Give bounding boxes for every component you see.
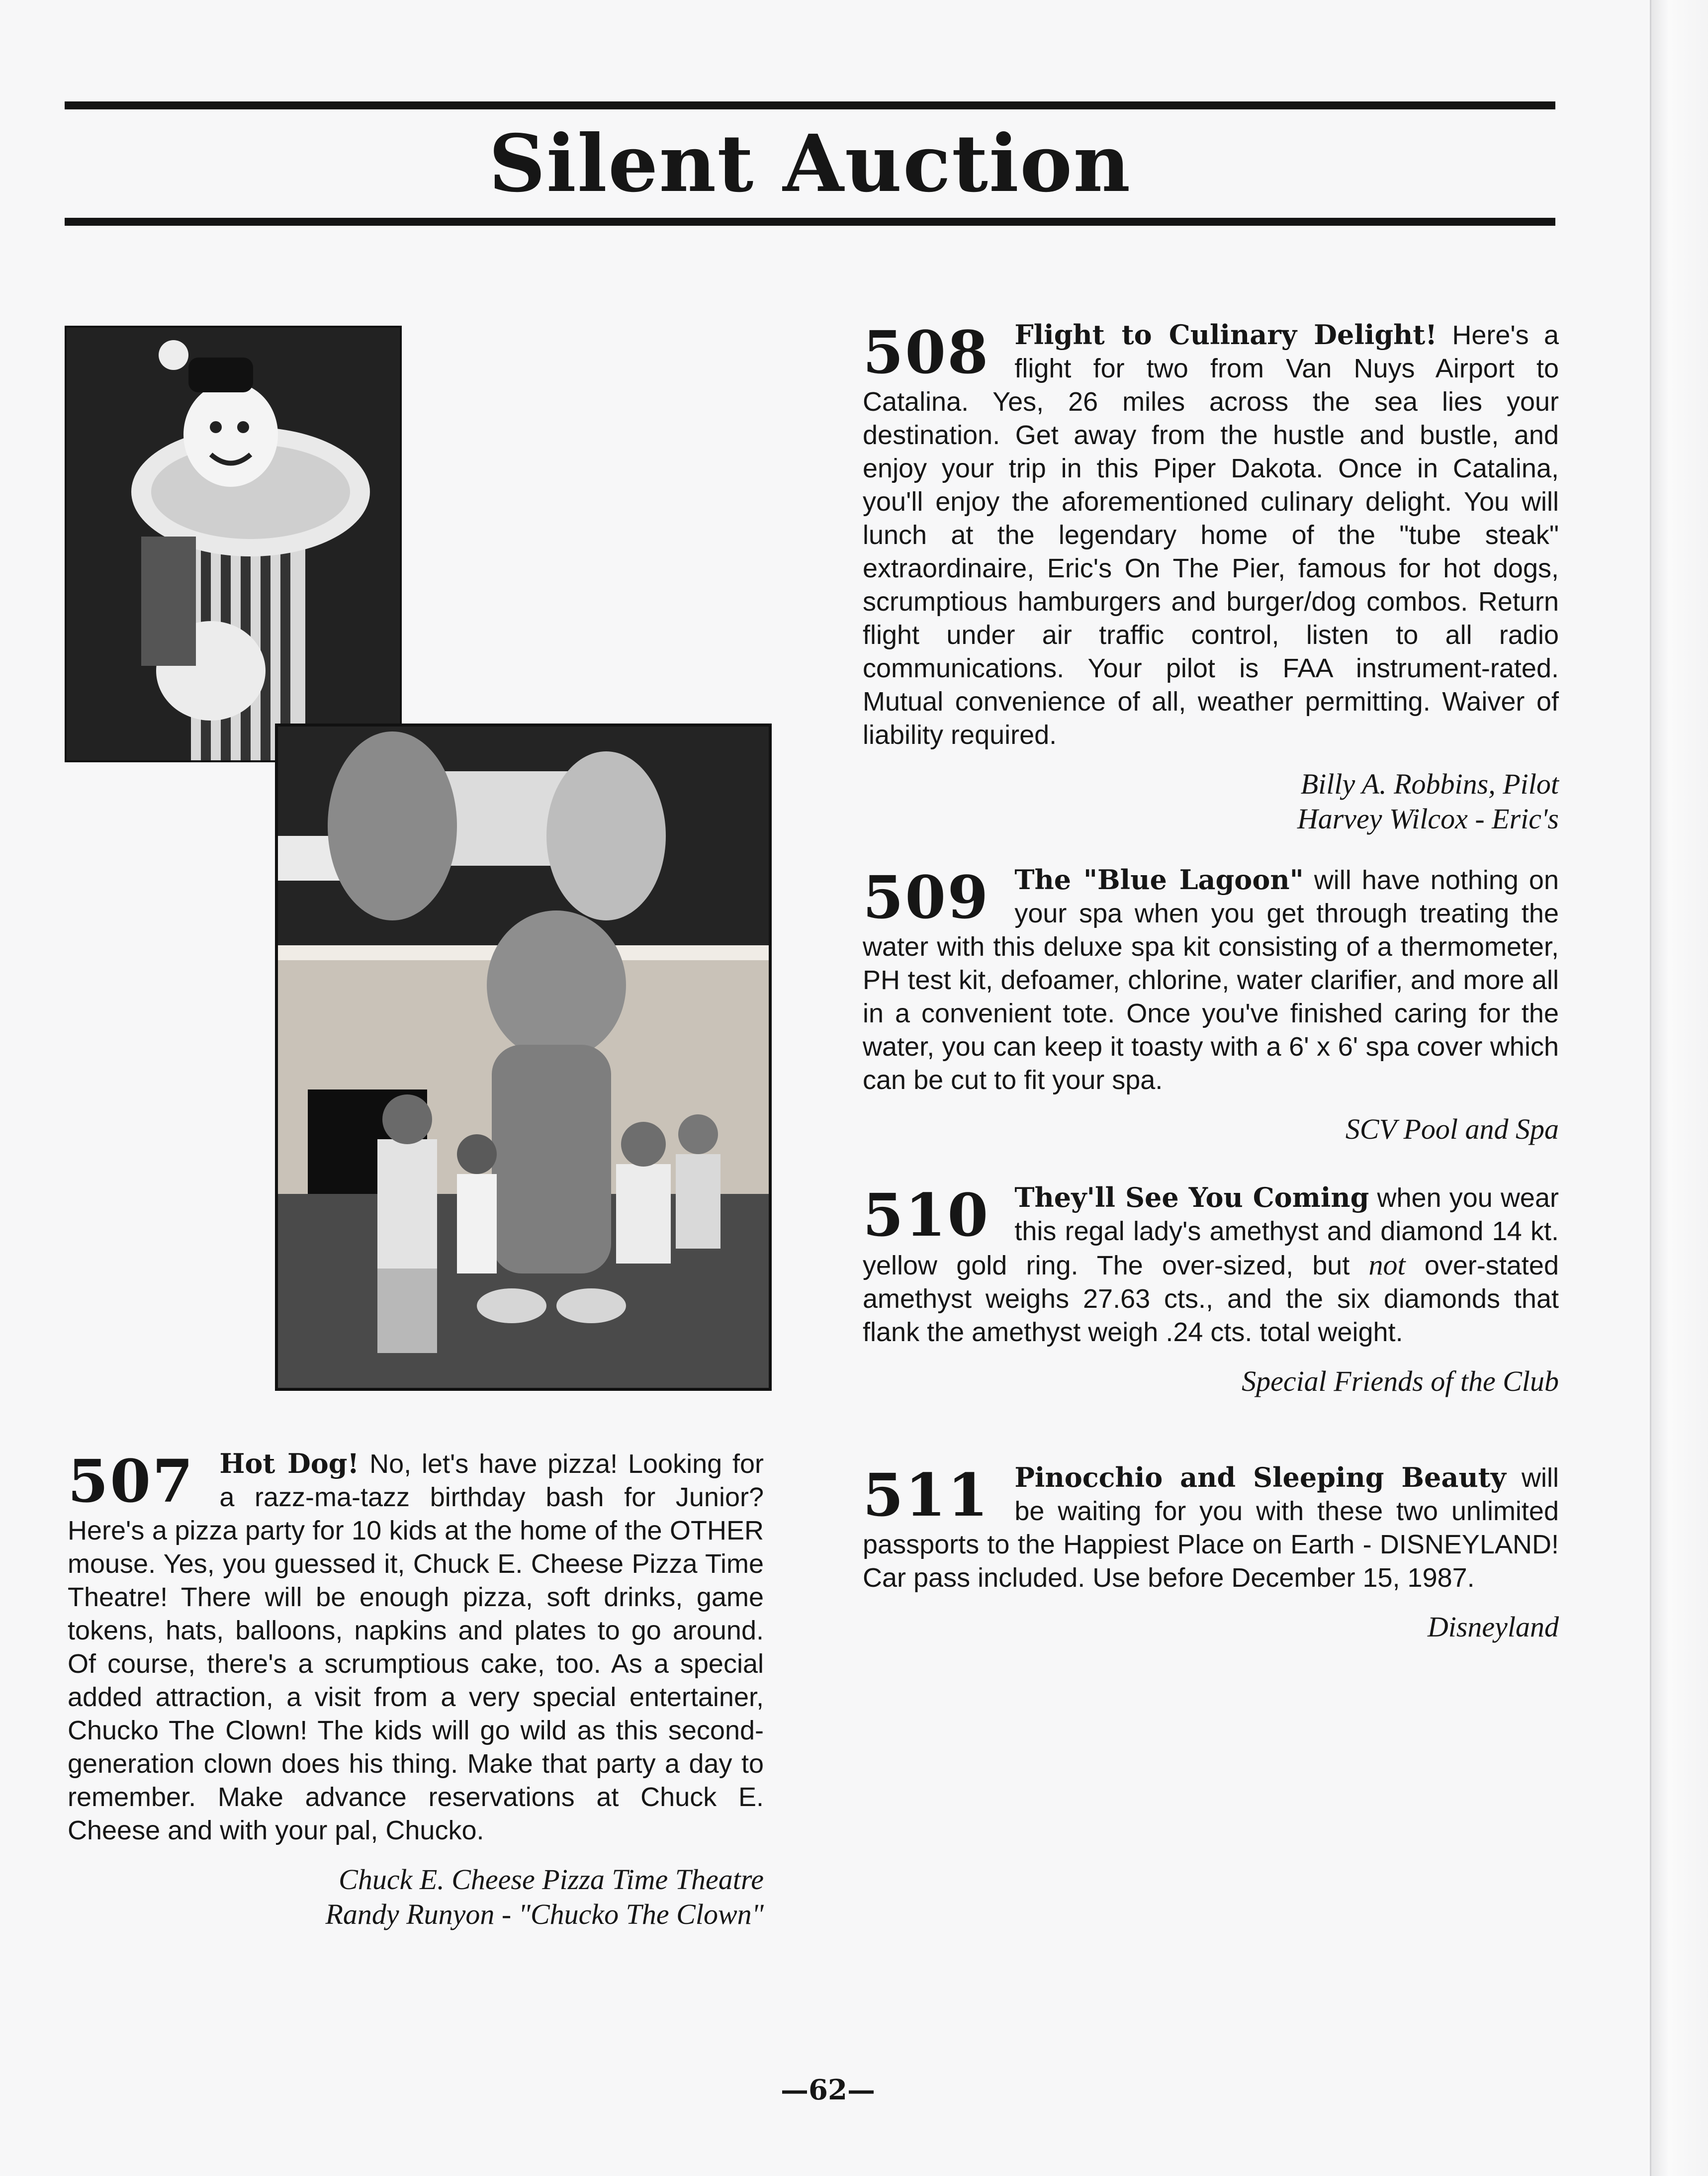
- page-title: Silent Auction: [488, 118, 1132, 210]
- item-509-title: The "Blue Lagoon": [1014, 864, 1304, 896]
- item-510-text-b: over-stated amethyst weighs 27.63 cts., and the six diamonds that flank the amethyst weigh .24 cts. total weight.: [863, 1251, 1559, 1347]
- item-510-emphasis: not: [1368, 1249, 1406, 1281]
- header-rule-top: [65, 101, 1555, 109]
- page-number: —62—: [781, 2074, 875, 2106]
- page-edge: [1650, 0, 1708, 2176]
- item-510-donor-line-1: Special Friends of the Club: [1242, 1365, 1559, 1397]
- item-510-description: [863, 1181, 1559, 1349]
- item-508-donor-line-2: Harvey Wilcox - Eric's: [1297, 803, 1559, 835]
- item-508-donor-line-1: Billy A. Robbins, Pilot: [1300, 768, 1559, 800]
- item-511-donor-line-1: Disneyland: [1427, 1611, 1559, 1643]
- item-509-donor: [863, 1112, 1559, 1147]
- auction-item-508: [863, 318, 1559, 836]
- item-511-title: Pinocchio and Sleeping Beauty: [1014, 1461, 1506, 1493]
- auction-item-510: [863, 1181, 1559, 1399]
- clown-photo: [65, 326, 402, 762]
- item-511-description: [863, 1461, 1559, 1595]
- item-510-number: 510: [863, 1180, 990, 1250]
- item-507-donor-line-1: Chuck E. Cheese Pizza Time Theatre: [339, 1863, 764, 1896]
- mascot-with-children-photo: [275, 724, 772, 1391]
- item-508-description: [863, 318, 1559, 752]
- item-508-title: Flight to Culinary Delight!: [1014, 319, 1438, 351]
- item-507-description: [68, 1447, 764, 1847]
- item-507-text: No, let's have pizza! Looking for a razz-ma-tazz birthday bash for Junior? Here's a pizza party for 10 kids at the home of the OTHER mouse. Yes, you guessed it, Chuck E. Cheese Pizza Time Theatre! There will be enough pizza, soft drinks, game tokens, hats, balloons, napkins and plates to go around. Of course, there's a scrumptious cake, too. As a special added attraction, a visit from a very special entertainer, Chucko The Clown! The kids will go wild as this second-generation clown does his thing. Make that party a day to remember. Make advance reservations at Chuck E. Cheese and with your pal, Chucko.: [68, 1449, 764, 1845]
- auction-item-511: [863, 1461, 1559, 1644]
- item-510-donor: [863, 1364, 1559, 1399]
- auction-item-509: [863, 863, 1559, 1147]
- item-509-description: [863, 863, 1559, 1097]
- item-509-text: will have nothing on your spa when you get through treating the water with this deluxe spa kit consisting of a thermometer, PH test kit, defoamer, chlorine, water clarifier, and more all in a convenient tote. Once you've finished caring for the water, you can keep it toasty with a 6' x 6' spa cover which can be cut to fit your spa.: [863, 865, 1559, 1095]
- item-510-title: They'll See You Coming: [1014, 1181, 1369, 1213]
- item-507-donor: [68, 1862, 764, 1932]
- item-510-text-a: when you wear this regal lady's amethyst and diamond 14 kt. yellow gold ring. The over-sized, but: [863, 1183, 1559, 1280]
- item-507-title: Hot Dog!: [219, 1448, 360, 1479]
- item-508-donor: [863, 767, 1559, 836]
- item-511-donor: [863, 1610, 1559, 1644]
- item-507-number: 507: [68, 1447, 195, 1516]
- header-rule-bottom: [65, 218, 1555, 226]
- item-508-text: Here's a flight for two from Van Nuys Airport to Catalina. Yes, 26 miles across the sea lies your destination. Get away from the hustle and bustle, and enjoy your trip in this Piper Dakota. Once in Catalina, you'll enjoy the aforementioned culinary delight. You will lunch at the legendary home of the "tube steak" extraordinaire, Eric's On The Pier, famous for hot dogs, scrumptious hamburgers and burger/dog combos. Return flight under air traffic control, listen to all radio communications. Your pilot is FAA instrument-rated. Mutual convenience of all, weather permitting. Waiver of liability required.: [863, 320, 1559, 750]
- item-508-number: 508: [863, 318, 990, 387]
- item-511-number: 511: [863, 1460, 990, 1530]
- item-509-number: 509: [863, 863, 990, 932]
- auction-item-507: [68, 1447, 764, 1932]
- item-507-donor-line-2: Randy Runyon - "Chucko The Clown": [325, 1898, 764, 1930]
- item-511-text: will be waiting for you with these two unlimited passports to the Happiest Place on Earth - DISNEYLAND! Car pass included. Use before December 15, 1987.: [863, 1463, 1559, 1593]
- item-509-donor-line-1: SCV Pool and Spa: [1345, 1113, 1559, 1145]
